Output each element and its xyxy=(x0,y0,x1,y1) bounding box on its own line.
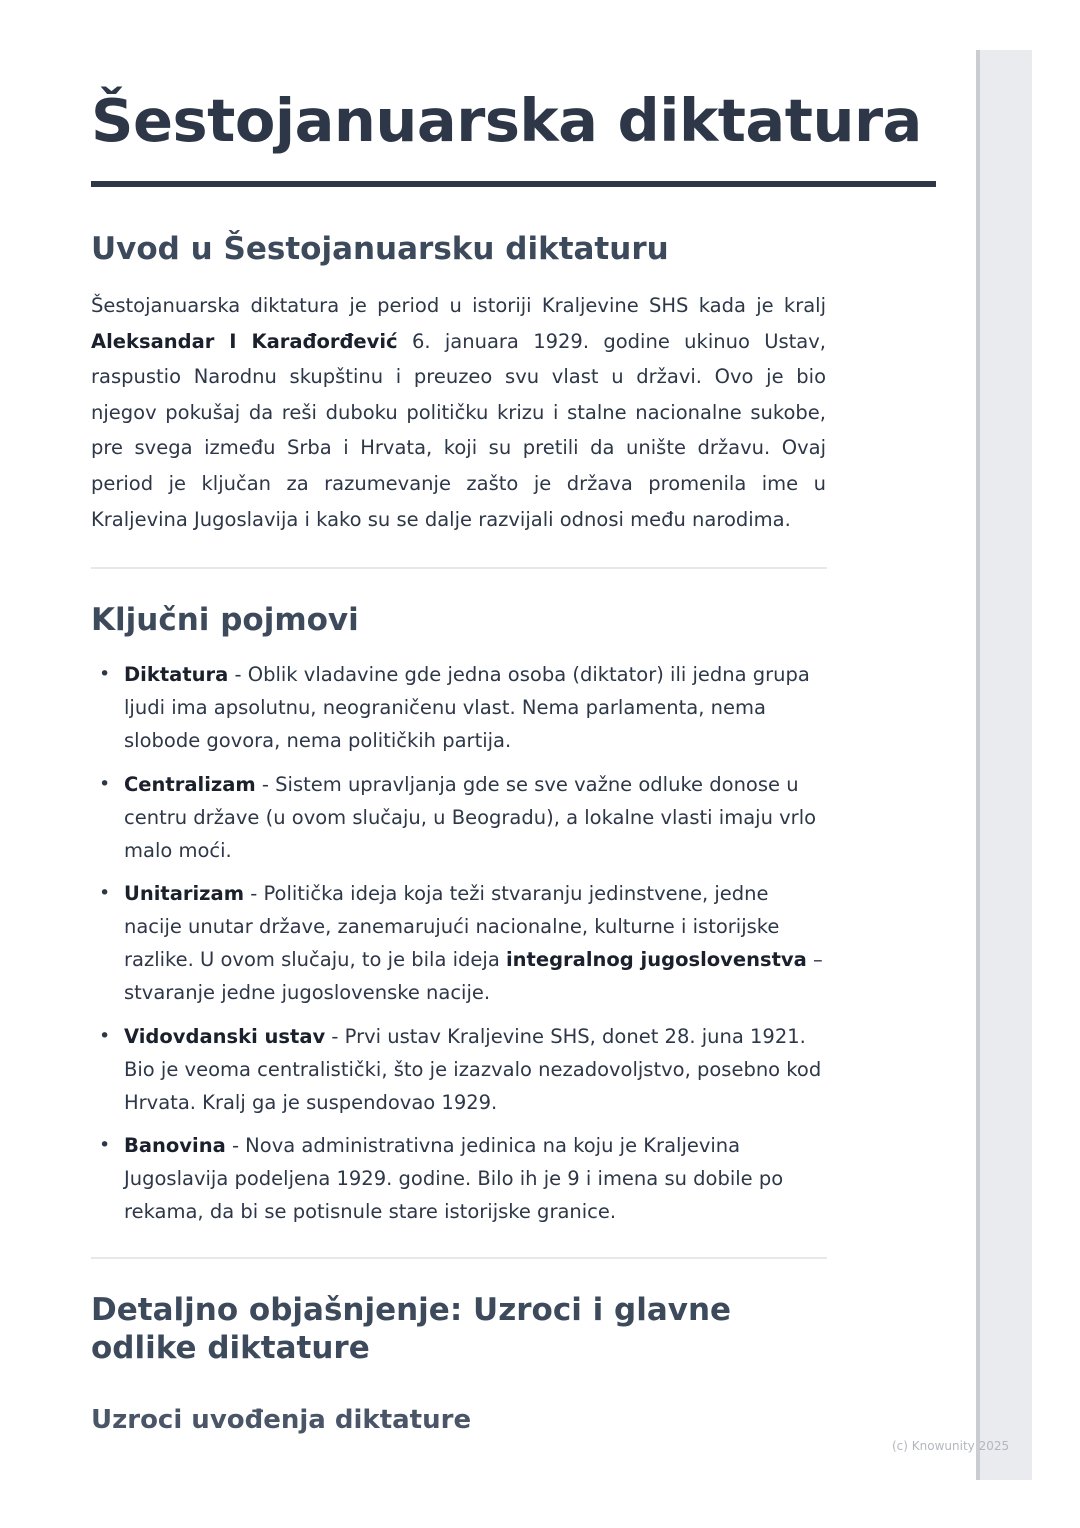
list-item xyxy=(91,1020,831,1119)
copyright-notice: (c) Knowunity 2025 xyxy=(892,1439,1010,1453)
term-name: Vidovdanski ustav xyxy=(124,1024,326,1048)
term-name: Unitarizam xyxy=(124,882,245,905)
intro-bold-name: Aleksandar I Karađorđević xyxy=(91,329,398,353)
bullet-icon: • xyxy=(99,1134,111,1156)
term-definition-end: – stvaranje jedne jugoslovenske nacije. xyxy=(124,948,823,1004)
causes-subheading: Uzroci uvođenja diktature xyxy=(91,1405,472,1435)
term-definition: - Nova administrativna jedinica na koju je Kraljevina Jugoslavija podeljena 1929. godine. Bilo ih je 9 i imena su dobile po rekama, da bi se potisnule stare istorijske granice. xyxy=(124,1134,784,1223)
term-definition: - Oblik vladavine gde jedna osoba (diktator) ili jedna grupa ljudi ima apsolutnu, neograničenu vlast. Nema parlamenta, nema slobode govora, nema političkih partija. xyxy=(124,663,810,752)
list-item xyxy=(91,1129,831,1228)
term-definition: - Politička ideja koja teži stvaranju jedinstvene, jedne nacije unutar države, zanemarujući nacionalne, kulturne i istorijske razlike. U ovom slučaju, to je bila ideja xyxy=(124,882,780,971)
title-underline xyxy=(91,181,936,187)
list-item xyxy=(91,658,831,757)
terms-heading: Ključni pojmovi xyxy=(91,602,359,638)
list-item xyxy=(91,877,831,1009)
page-edge-shadow xyxy=(976,50,1032,1480)
intro-text-start: Šestojanuarska diktatura je period u istoriji Kraljevine SHS kada je kralj xyxy=(91,294,826,317)
term-definition: - Sistem upravljanja gde se sve važne odluke donose u centru države (u ovom slučaju, u Beogradu), a lokalne vlasti imaju vrlo malo moći. xyxy=(124,772,817,862)
section-divider xyxy=(91,567,827,569)
term-name: Banovina xyxy=(124,1134,226,1157)
bullet-icon: • xyxy=(99,1024,111,1047)
term-definition: - Prvi ustav Kraljevine SHS, donet 28. juna 1921. Bio je veoma centralistički, što je izazvalo nezadovoljstvo, posebno kod Hrvata. Kralj ga je suspendovao 1929. xyxy=(124,1024,822,1114)
terms-list xyxy=(91,658,831,1239)
intro-heading: Uvod u Šestojanuarsku diktaturu xyxy=(91,231,669,267)
bullet-icon: • xyxy=(99,772,111,795)
bullet-icon: • xyxy=(99,882,111,904)
page-title: Šestojanuarska diktatura xyxy=(91,86,922,155)
intro-paragraph xyxy=(91,288,826,537)
section-divider xyxy=(91,1257,827,1259)
bullet-icon: • xyxy=(99,663,111,685)
term-bold-inline: integralnog jugoslovenstva xyxy=(505,948,807,971)
term-name: Diktatura xyxy=(124,663,229,686)
list-item xyxy=(91,768,831,867)
intro-text-end: 6. januara 1929. godine ukinuo Ustav, raspustio Narodnu skupštinu i preuzeo svu vlast u državi. Ovo je bio njegov pokušaj da reši duboku političku krizu i stalne nacionalne sukobe, pre svega između Srba i Hrvata, koji su pretili da unište državu. Ovaj period je ključan za razumevanje zašto je država promenila ime u Kraljevina Jugoslavija i kako su se dalje razvijali odnosi među narodima. xyxy=(91,329,826,531)
term-name: Centralizam xyxy=(124,772,256,796)
details-heading: Detaljno objašnjenje: Uzroci i glavne odlike diktature xyxy=(91,1292,732,1366)
